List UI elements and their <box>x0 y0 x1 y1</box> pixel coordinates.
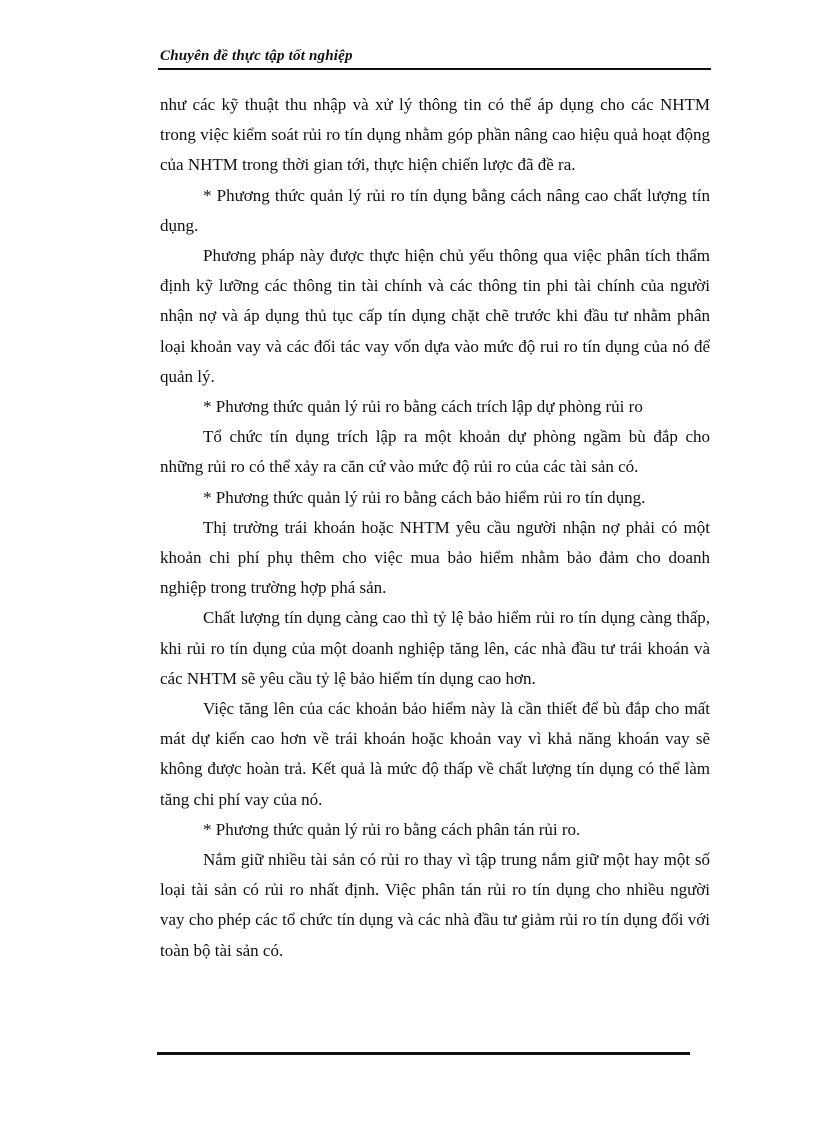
header-divider <box>158 68 711 70</box>
paragraph: như các kỹ thuật thu nhập và xử lý thông tin có thể áp dụng cho các NHTM trong việc kiểm soát rủi ro tín dụng nhằm góp phần nâng cao hiệu quả hoạt động của NHTM trong thời gian tới, thực hiện chiến lược đã đề ra. <box>160 95 710 175</box>
paragraph: * Phương thức quản lý rủi ro bằng cách bảo hiểm rủi ro tín dụng. <box>203 487 646 507</box>
paragraph: Phương pháp này được thực hiện chủ yếu thông qua việc phân tích thẩm định kỹ lưỡng các thông tin tài chính và các thông tin phi tài chính của người nhận nợ và áp dụng thủ tục cấp tín dụng chặt chẽ trước khi đầu tư nhằm phân loại khoản vay và các đối tác vay vốn dựa vào mức độ rui ro tín dụng của nó để quản lý. <box>160 246 710 386</box>
paragraph: Nắm giữ nhiều tài sản có rủi ro thay vì tập trung nắm giữ một hay một số loại tài sản có rủi ro nhất định. Việc phân tán rủi ro tín dụng cho nhiều người vay cho phép các tổ chức tín dụng và các nhà đầu tư giảm rủi ro tín dụng đối với toàn bộ tài sản có. <box>160 850 710 960</box>
paragraph: * Phương thức quản lý rủi ro bằng cách trích lập dự phòng rủi ro <box>203 397 643 417</box>
paragraph: * Phương thức quản lý rủi ro bằng cách phân tán rủi ro. <box>203 819 581 839</box>
page-header-title: Chuyên đề thực tập tốt nghiệp <box>160 48 353 64</box>
paragraph: Tổ chức tín dụng trích lập ra một khoản dự phòng ngầm bù đắp cho những rủi ro có thể xảy ra căn cứ vào mức độ rủi ro của các tài sản có. <box>160 427 710 477</box>
paragraph: Thị trường trái khoán hoặc NHTM yêu cầu người nhận nợ phải có một khoản chi phí phụ thêm cho việc mua bảo hiểm nhằm bảo đảm cho doanh nghiệp trong trường hợp phá sản. <box>160 517 710 598</box>
footer-divider <box>157 1052 690 1055</box>
paragraph: * Phương thức quản lý rủi ro tín dụng bằng cách nâng cao chất lượng tín dụng. <box>160 185 710 235</box>
document-body <box>160 90 710 966</box>
paragraph: Việc tăng lên của các khoản bảo hiểm này là cần thiết để bù đắp cho mất mát dự kiến cao hơn về trái khoán hoặc khoản vay vì khả năng khoán vay sẽ không được hoàn trả. Kết quả là mức độ thấp về chất lượng tín dụng có thể làm tăng chi phí vay của nó. <box>160 699 710 809</box>
paragraph: Chất lượng tín dụng càng cao thì tỷ lệ bảo hiểm rủi ro tín dụng càng thấp, khi rủi ro tín dụng của một doanh nghiệp tăng lên, các nhà đầu tư trái khoán và các NHTM sẽ yêu cầu tỷ lệ bảo hiểm tín dụng cao hơn. <box>160 608 710 688</box>
